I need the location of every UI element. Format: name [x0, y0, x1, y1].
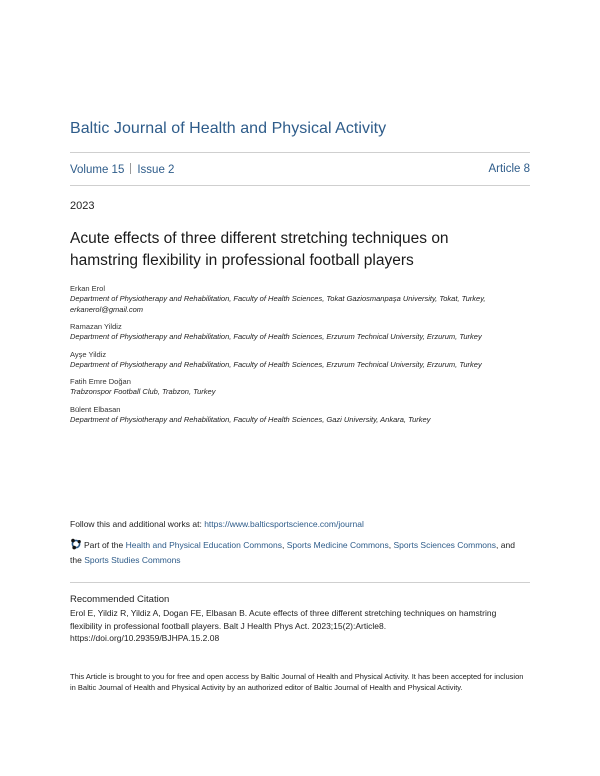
author-name: Ayşe Yildiz: [70, 349, 107, 359]
author-affiliation: Department of Physiotherapy and Rehabilitation, Faculty of Health Sciences, Erzurum Technical University, Erzurum, Turkey: [70, 332, 482, 341]
author-name: Erkan Erol: [70, 284, 106, 293]
author-affiliation: Department of Physiotherapy and Rehabilitation, Faculty of Health Sciences, Gazi University, Ankara, Turkey: [70, 414, 431, 424]
separator: [130, 163, 131, 174]
divider-citation: [70, 582, 530, 583]
commons-link-sports-studies[interactable]: Sports Studies Commons: [84, 555, 181, 565]
author-name: Bülent Elbasan: [70, 404, 121, 414]
author-name: Ramazan Yildiz: [70, 322, 122, 331]
part-of-commons: [70, 538, 520, 568]
commons-link-sports-sciences[interactable]: Sports Sciences Commons: [393, 540, 497, 550]
commons-separator: , and the: [70, 540, 515, 565]
author-entry: [70, 405, 540, 426]
divider-issue: [70, 185, 530, 186]
article-link[interactable]: Article 8: [488, 163, 530, 175]
author-entry: [70, 322, 540, 343]
commons-link-health-pe[interactable]: Health and Physical Education Commons: [125, 540, 282, 550]
follow-line: [70, 519, 540, 529]
publication-year: 2023: [70, 200, 95, 212]
open-access-notice: This Article is brought to you for free and open access by Baltic Journal of Health and Physical Activity. It has been accepted for inclusion in Baltic Journal of Health and Physical Activity by an authorized editor of Baltic Journal of Health and Physical Activity.: [70, 672, 524, 692]
commons-separator: ,: [281, 540, 287, 550]
author-affiliation: Department of Physiotherapy and Rehabilitation, Faculty of Health Sciences, Tokat Gaziosmanpaşa University, Tokat, Turkey, erkanerol@gmail.com: [70, 294, 486, 314]
volume-link[interactable]: Volume 15: [70, 164, 125, 176]
commons-separator: ,: [388, 540, 394, 550]
author-entry: [70, 284, 540, 315]
citation-text: Erol E, Yildiz R, Yildiz A, Dogan FE, Elbasan B. Acute effects of three different stretching techniques on hamstring flexibility in professional football players. Balt J Health Phys Act. 2023;15(2):Article8. https://doi.org/10.29359/BJHPA.15.2.08: [70, 608, 497, 643]
network-commons-icon: [70, 538, 82, 550]
part-of-prefix: Part of the: [84, 540, 126, 550]
issue-link[interactable]: Issue 2: [137, 164, 175, 176]
author-affiliation: Trabzonspor Football Club, Trabzon, Turkey: [70, 387, 216, 396]
author-entry: [70, 350, 540, 371]
divider-top: [70, 152, 530, 153]
author-affiliation: Department of Physiotherapy and Rehabilitation, Faculty of Health Sciences, Erzurum Technical University, Erzurum, Turkey: [70, 359, 482, 369]
issue-row: [70, 163, 530, 176]
commons-link-sports-medicine[interactable]: Sports Medicine Commons: [286, 540, 389, 550]
journal-title-link[interactable]: Baltic Journal of Health and Physical Activity: [70, 120, 387, 137]
article-title: Acute effects of three different stretching techniques on hamstring flexibility in professional football players: [70, 230, 449, 269]
authors-list: [70, 284, 540, 432]
author-entry: [70, 377, 540, 398]
follow-text: Follow this and additional works at:: [70, 519, 205, 529]
citation-heading: Recommended Citation: [70, 594, 170, 605]
author-name: Fatih Emre Doğan: [70, 377, 131, 386]
journal-url-link[interactable]: https://www.balticsportscience.com/journal: [204, 519, 364, 529]
